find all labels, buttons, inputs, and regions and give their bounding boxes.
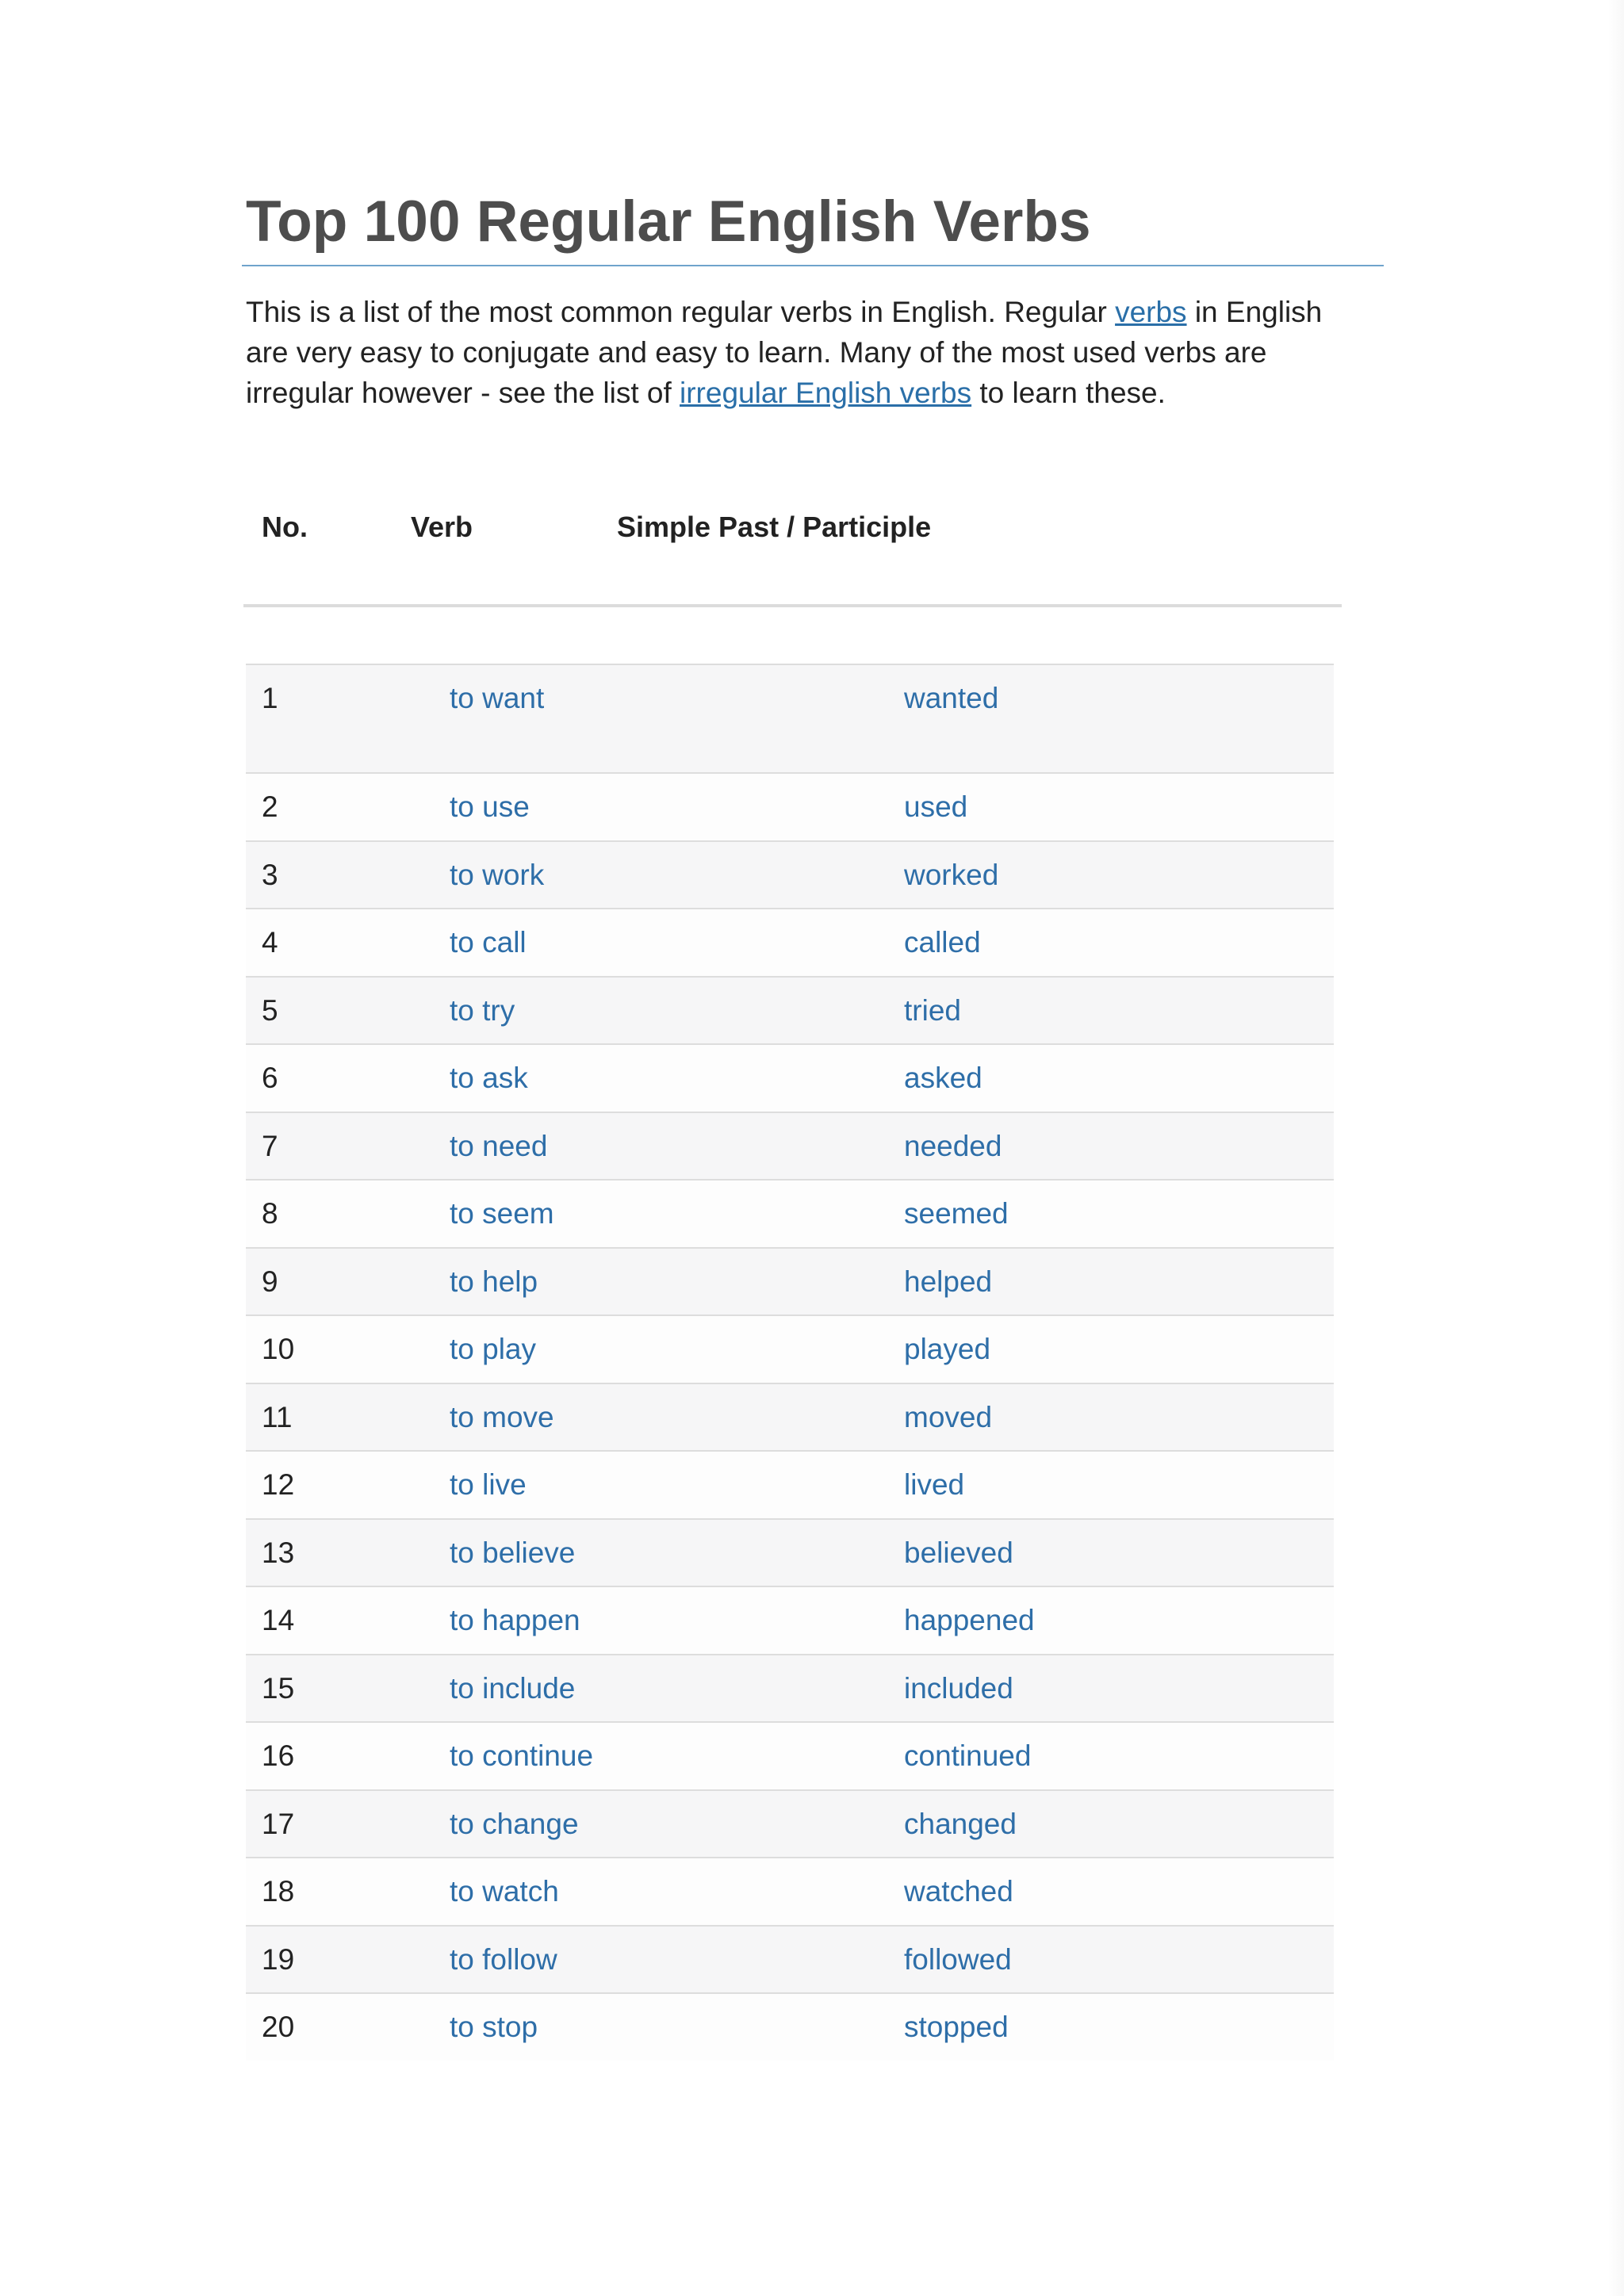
table-row xyxy=(246,664,1334,772)
table-row xyxy=(246,1247,1334,1315)
verbs-link[interactable]: verbs xyxy=(1115,296,1187,328)
table-row xyxy=(246,1450,1334,1518)
past-participle-link[interactable]: called xyxy=(904,926,981,959)
table-row xyxy=(246,1721,1334,1789)
row-number: 14 xyxy=(262,1604,295,1636)
past-participle-link[interactable]: believed xyxy=(904,1536,1013,1569)
row-number: 18 xyxy=(262,1875,295,1908)
verb-link[interactable]: to need xyxy=(450,1129,548,1162)
past-participle-link[interactable]: continued xyxy=(904,1739,1032,1772)
verb-link[interactable]: to change xyxy=(450,1807,579,1840)
row-number: 8 xyxy=(262,1197,278,1230)
intro-text-1: This is a list of the most common regular verbs in English. Regular xyxy=(246,296,1116,328)
verb-link[interactable]: to stop xyxy=(450,2011,538,2043)
row-number: 17 xyxy=(262,1807,295,1840)
verb-link[interactable]: to follow xyxy=(450,1942,557,1976)
verb-link[interactable]: to ask xyxy=(450,1062,528,1094)
verb-link[interactable]: to help xyxy=(450,1265,538,1298)
table-row xyxy=(246,1925,1334,1993)
table-row xyxy=(246,1992,1334,2061)
intro-text-2: in English are very easy to conjugate and easy to learn. Many of the most used verbs are irregular however - see the list of xyxy=(246,296,1323,409)
table-row xyxy=(246,1383,1334,1451)
row-number: 10 xyxy=(262,1333,295,1365)
past-participle-link[interactable]: worked xyxy=(904,858,999,891)
title-underline-divider xyxy=(242,265,1384,266)
past-participle-link[interactable]: used xyxy=(904,790,968,823)
verb-link[interactable]: to use xyxy=(450,790,530,823)
past-participle-link[interactable]: included xyxy=(904,1671,1013,1705)
past-participle-link[interactable]: happened xyxy=(904,1604,1035,1636)
verb-link[interactable]: to try xyxy=(450,993,515,1027)
column-header-simple-past: Simple Past / Participle xyxy=(617,511,932,543)
table-row xyxy=(246,908,1334,976)
table-row xyxy=(246,1043,1334,1112)
row-number: 3 xyxy=(262,858,278,891)
table-row xyxy=(246,1518,1334,1586)
verb-link[interactable]: to happen xyxy=(450,1604,580,1636)
column-header-verb: Verb xyxy=(411,511,473,543)
table-row xyxy=(246,976,1334,1044)
verb-link[interactable]: to include xyxy=(450,1671,576,1705)
row-number: 13 xyxy=(262,1536,295,1569)
verb-link[interactable]: to call xyxy=(450,926,527,959)
past-participle-link[interactable]: moved xyxy=(904,1400,993,1433)
verb-link[interactable]: to move xyxy=(450,1400,554,1433)
past-participle-link[interactable]: followed xyxy=(904,1942,1012,1976)
table-row xyxy=(246,772,1334,840)
table-row xyxy=(246,1112,1334,1180)
table-row xyxy=(246,1789,1334,1858)
row-number: 19 xyxy=(262,1942,295,1976)
past-participle-link[interactable]: wanted xyxy=(904,682,999,714)
row-number: 7 xyxy=(262,1129,278,1162)
past-participle-link[interactable]: changed xyxy=(904,1807,1017,1840)
row-number: 9 xyxy=(262,1265,278,1298)
intro-text-3: to learn these. xyxy=(971,377,1166,409)
verb-link[interactable]: to believe xyxy=(450,1536,576,1569)
past-participle-link[interactable]: tried xyxy=(904,993,961,1027)
table-header xyxy=(246,492,1340,603)
page-edge-shade xyxy=(1608,0,1624,2296)
row-number: 6 xyxy=(262,1062,278,1094)
table-header-divider xyxy=(243,604,1342,607)
verb-link[interactable]: to seem xyxy=(450,1197,554,1230)
past-participle-link[interactable]: seemed xyxy=(904,1197,1009,1230)
row-number: 12 xyxy=(262,1468,295,1501)
past-participle-link[interactable]: played xyxy=(904,1333,991,1365)
irregular-verbs-link[interactable]: irregular English verbs xyxy=(680,377,972,409)
table-row xyxy=(246,1586,1334,1654)
table-row xyxy=(246,1314,1334,1383)
verb-link[interactable]: to live xyxy=(450,1468,527,1501)
row-number: 5 xyxy=(262,993,278,1027)
row-number: 11 xyxy=(262,1400,293,1433)
past-participle-link[interactable]: stopped xyxy=(904,2011,1009,2043)
table-row xyxy=(246,1654,1334,1722)
row-number: 15 xyxy=(262,1671,295,1705)
column-header-no: No. xyxy=(262,511,308,543)
row-number: 16 xyxy=(262,1739,295,1772)
page-title: Top 100 Regular English Verbs xyxy=(246,189,1091,254)
past-participle-link[interactable]: needed xyxy=(904,1129,1002,1162)
verbs-table-body xyxy=(246,664,1334,2061)
verb-link[interactable]: to watch xyxy=(450,1875,559,1908)
row-number: 20 xyxy=(262,2011,295,2043)
verb-link[interactable]: to want xyxy=(450,682,545,714)
verb-link[interactable]: to work xyxy=(450,858,545,891)
table-row xyxy=(246,840,1334,909)
past-participle-link[interactable]: asked xyxy=(904,1062,982,1094)
row-number: 1 xyxy=(262,682,278,714)
past-participle-link[interactable]: lived xyxy=(904,1468,965,1501)
row-number: 2 xyxy=(262,790,278,823)
past-participle-link[interactable]: watched xyxy=(904,1875,1013,1908)
verb-link[interactable]: to continue xyxy=(450,1739,594,1772)
table-row xyxy=(246,1857,1334,1925)
table-row xyxy=(246,1179,1334,1247)
verb-link[interactable]: to play xyxy=(450,1333,537,1365)
intro-paragraph xyxy=(246,292,1372,413)
past-participle-link[interactable]: helped xyxy=(904,1265,993,1298)
row-number: 4 xyxy=(262,926,278,959)
